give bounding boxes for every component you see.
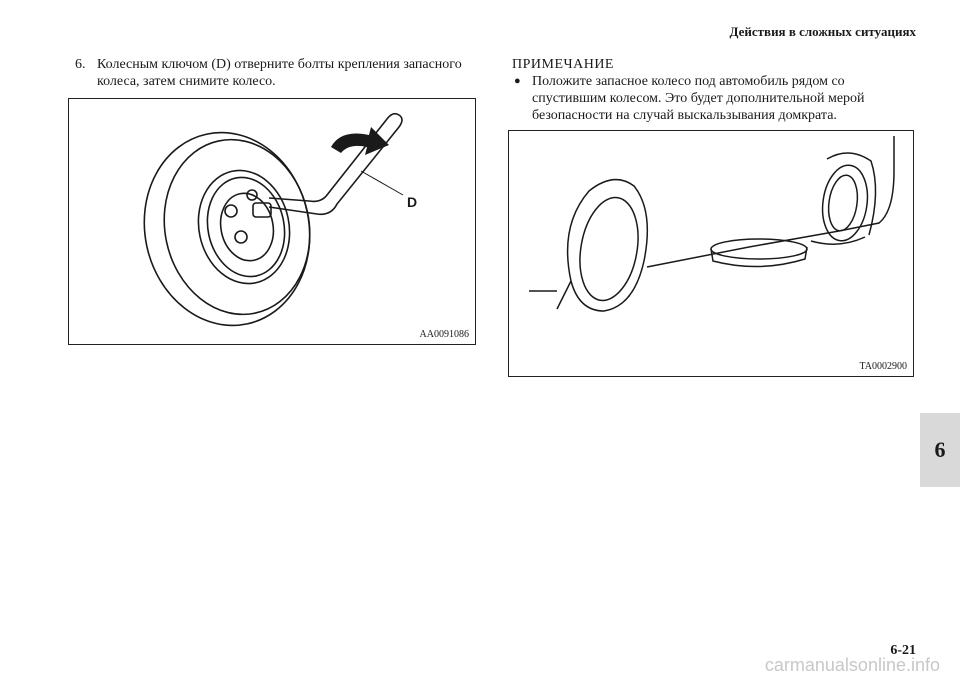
- figure-wheel-wrench: [68, 98, 476, 345]
- figure-code: AA0091086: [419, 329, 469, 340]
- wrench-label: D: [407, 194, 418, 210]
- step-number: 6.: [75, 57, 86, 72]
- chapter-tab: 6: [920, 413, 960, 487]
- bullet-dot-icon: ●: [514, 75, 521, 87]
- page-number: 6-21: [890, 643, 916, 658]
- step-text: Колесным ключом (D) отверните болты крепления запасного колеса, затем снимите колесо.: [97, 57, 462, 89]
- spare-wheel-illustration: [509, 131, 913, 376]
- wheel-wrench-illustration: [69, 99, 475, 344]
- step-6: [75, 56, 475, 90]
- note-heading: ПРИМЕЧАНИЕ: [512, 57, 614, 72]
- note-text: Положите запасное колесо под автомобиль рядом со спустившим колесом. Это будет дополнительной мерой безопасности на случай выскальзывания домкрата.: [532, 74, 865, 123]
- watermark[interactable]: carmanualsonline.info: [764, 655, 940, 675]
- page-header-title: Действия в сложных ситуациях: [729, 24, 916, 39]
- figure-spare-under-car: [508, 130, 914, 377]
- note-bullet: [512, 73, 912, 124]
- left-column: [75, 56, 475, 90]
- right-column: [512, 56, 912, 124]
- figure-code: TA0002900: [859, 361, 907, 372]
